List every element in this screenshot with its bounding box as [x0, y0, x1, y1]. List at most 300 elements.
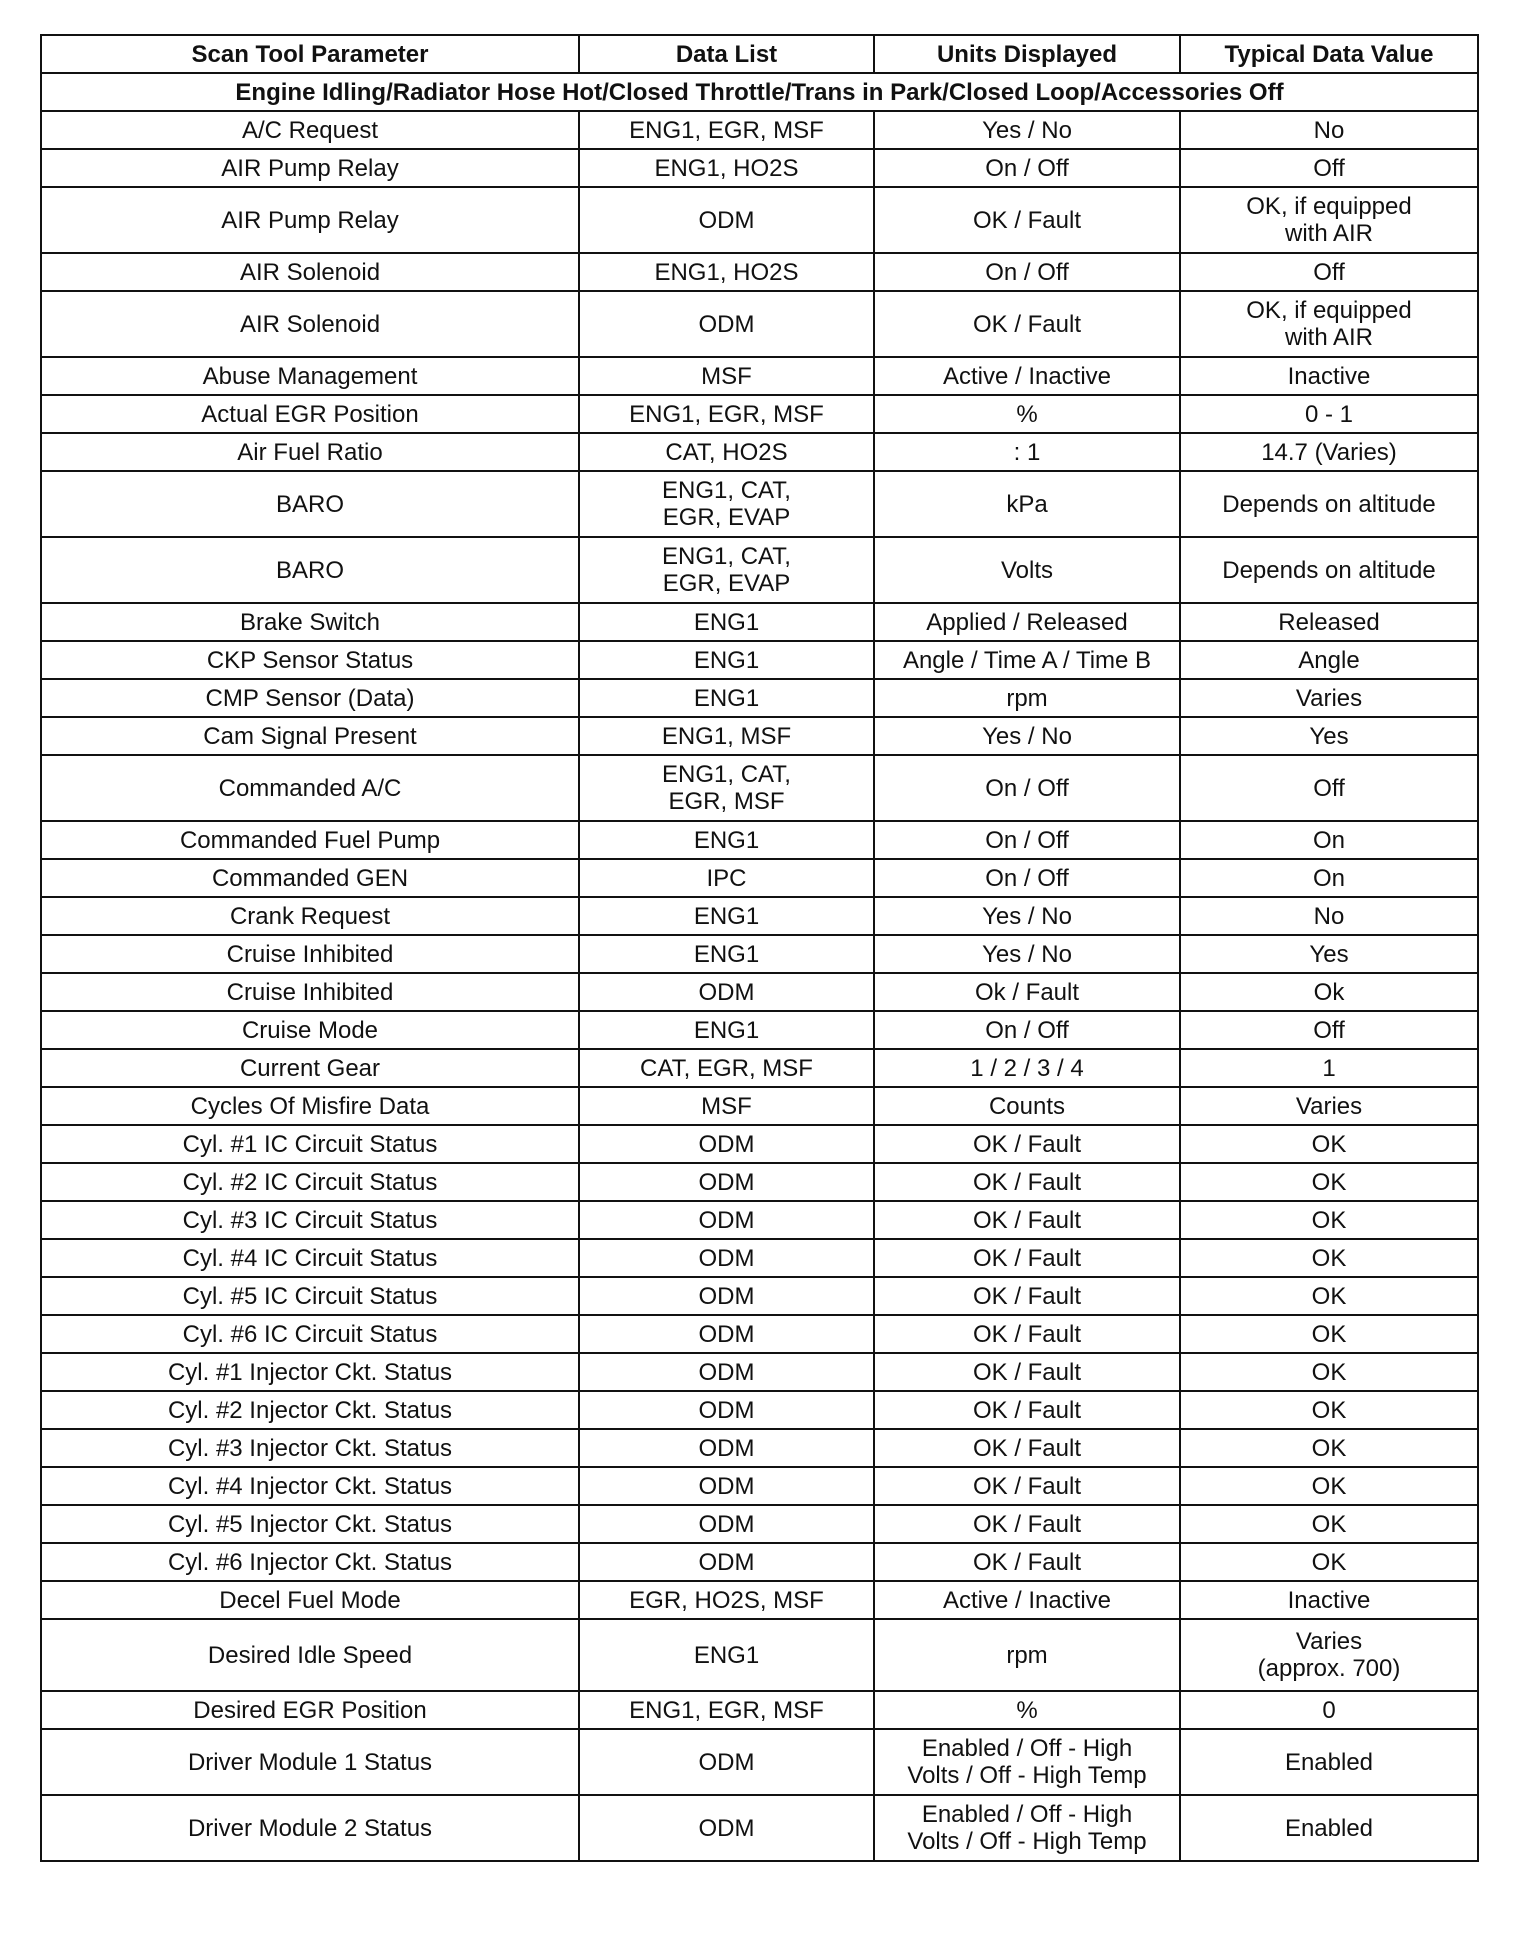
cell-data-list — [579, 1429, 874, 1467]
cell-data-list-line: ENG1, HO2S — [654, 258, 799, 286]
cell-parameter: Cyl. #6 IC Circuit Status — [41, 1315, 579, 1353]
cell-typical-value — [1180, 357, 1478, 395]
cell-data-list-line: ODM — [698, 1358, 755, 1386]
table-row — [41, 641, 1478, 679]
cell-typical-value-line: with AIR — [1284, 220, 1374, 247]
cell-parameter: Decel Fuel Mode — [41, 1581, 579, 1619]
cell-data-list-line: CAT, EGR, MSF — [640, 1054, 813, 1082]
cell-typical-value-line: with AIR — [1284, 324, 1374, 351]
cell-units — [874, 1125, 1180, 1163]
cell-typical-value — [1180, 1581, 1478, 1619]
cell-units-line: Yes / No — [982, 940, 1072, 968]
cell-typical-value — [1180, 641, 1478, 679]
table-row — [41, 1239, 1478, 1277]
table-row — [41, 253, 1478, 291]
cell-data-list — [579, 935, 874, 973]
cell-parameter: Cruise Inhibited — [41, 973, 579, 1011]
cell-typical-value — [1180, 471, 1478, 537]
cell-parameter: A/C Request — [41, 111, 579, 149]
cell-typical-value — [1180, 149, 1478, 187]
cell-data-list-line: ODM — [698, 1472, 755, 1500]
cell-units-line: On / Off — [985, 1016, 1069, 1044]
header-scan-tool-parameter: Scan Tool Parameter — [41, 35, 579, 73]
cell-typical-value — [1180, 1505, 1478, 1543]
cell-data-list — [579, 1691, 874, 1729]
cell-units-line: OK / Fault — [972, 1396, 1082, 1424]
cell-typical-value — [1180, 253, 1478, 291]
table-row — [41, 897, 1478, 935]
cell-data-list-line: ENG1 — [693, 940, 760, 968]
cell-parameter: Actual EGR Position — [41, 395, 579, 433]
cell-data-list-line: ODM — [698, 1814, 755, 1842]
cell-parameter: Desired EGR Position — [41, 1691, 579, 1729]
table-row — [41, 291, 1478, 357]
cell-data-list — [579, 897, 874, 935]
cell-parameter: Cyl. #2 Injector Ckt. Status — [41, 1391, 579, 1429]
cell-units — [874, 111, 1180, 149]
table-row — [41, 537, 1478, 603]
table-row — [41, 1277, 1478, 1315]
cell-units-line: Ok / Fault — [974, 978, 1080, 1006]
cell-typical-value — [1180, 1011, 1478, 1049]
cell-units-line: Volts / Off - High Temp — [907, 1828, 1147, 1855]
cell-typical-value-line: Varies — [1295, 684, 1363, 712]
table-row — [41, 679, 1478, 717]
cell-data-list — [579, 1087, 874, 1125]
cell-units-line: Active / Inactive — [942, 362, 1112, 390]
cell-data-list-line: ENG1 — [693, 646, 760, 674]
cell-units — [874, 1729, 1180, 1795]
cell-parameter: Cyl. #3 IC Circuit Status — [41, 1201, 579, 1239]
cell-units-line: OK / Fault — [972, 1130, 1082, 1158]
cell-typical-value-line: Depends on altitude — [1222, 490, 1436, 518]
cell-units-line: On / Off — [985, 826, 1069, 854]
cell-parameter: Commanded Fuel Pump — [41, 821, 579, 859]
cell-typical-value-line: OK, if equipped — [1246, 297, 1412, 324]
condition-row — [41, 73, 1478, 111]
table-row — [41, 1505, 1478, 1543]
cell-data-list-line: ODM — [698, 206, 755, 234]
cell-typical-value — [1180, 1691, 1478, 1729]
cell-data-list — [579, 291, 874, 357]
cell-typical-value — [1180, 973, 1478, 1011]
cell-typical-value-line: No — [1313, 116, 1345, 144]
table-row — [41, 821, 1478, 859]
table-row — [41, 1581, 1478, 1619]
cell-data-list — [579, 111, 874, 149]
table-row — [41, 1619, 1478, 1691]
cell-data-list-line: ENG1, EGR, MSF — [629, 400, 824, 428]
cell-typical-value — [1180, 679, 1478, 717]
cell-units — [874, 755, 1180, 821]
cell-data-list-line: ENG1 — [693, 902, 760, 930]
table-row — [41, 1729, 1478, 1795]
cell-units — [874, 717, 1180, 755]
cell-data-list — [579, 679, 874, 717]
cell-data-list — [579, 603, 874, 641]
cell-parameter: Commanded A/C — [41, 755, 579, 821]
cell-units — [874, 291, 1180, 357]
cell-data-list — [579, 253, 874, 291]
cell-data-list-line: ODM — [698, 310, 755, 338]
cell-units — [874, 1505, 1180, 1543]
cell-units — [874, 859, 1180, 897]
cell-typical-value — [1180, 755, 1478, 821]
cell-units-line: rpm — [1006, 1641, 1048, 1669]
cell-parameter: Desired Idle Speed — [41, 1619, 579, 1691]
cell-units-line: Angle / Time A / Time B — [902, 646, 1152, 674]
cell-units — [874, 641, 1180, 679]
cell-data-list-line: ENG1, EGR, MSF — [629, 116, 824, 144]
cell-typical-value — [1180, 859, 1478, 897]
cell-units — [874, 1391, 1180, 1429]
cell-data-list-line: EGR, EVAP — [662, 570, 791, 597]
cell-data-list-line: ODM — [698, 1130, 755, 1158]
cell-typical-value — [1180, 1619, 1478, 1691]
test-condition: Engine Idling/Radiator Hose Hot/Closed Throttle/Trans in Park/Closed Loop/Accessories Off — [41, 73, 1478, 111]
cell-typical-value-line: Yes — [1309, 722, 1349, 750]
cell-parameter: Cruise Inhibited — [41, 935, 579, 973]
cell-data-list-line: ENG1, CAT, — [662, 761, 791, 788]
cell-typical-value — [1180, 603, 1478, 641]
cell-units-line: OK / Fault — [972, 1434, 1082, 1462]
cell-data-list-line: ENG1 — [693, 826, 760, 854]
scan-tool-data-table — [40, 34, 1479, 1862]
cell-data-list-line: ODM — [698, 978, 755, 1006]
cell-parameter: AIR Pump Relay — [41, 149, 579, 187]
cell-units — [874, 1795, 1180, 1861]
cell-typical-value — [1180, 395, 1478, 433]
cell-data-list — [579, 717, 874, 755]
cell-typical-value — [1180, 1353, 1478, 1391]
cell-typical-value — [1180, 1049, 1478, 1087]
cell-data-list — [579, 1201, 874, 1239]
cell-units — [874, 253, 1180, 291]
cell-units-line: % — [1016, 1696, 1038, 1724]
cell-units — [874, 1049, 1180, 1087]
cell-data-list — [579, 821, 874, 859]
table-row — [41, 973, 1478, 1011]
cell-typical-value — [1180, 537, 1478, 603]
cell-units-line: Active / Inactive — [942, 1586, 1112, 1614]
cell-data-list-line: ENG1, MSF — [661, 722, 792, 750]
cell-parameter: Air Fuel Ratio — [41, 433, 579, 471]
cell-typical-value — [1180, 111, 1478, 149]
table-row — [41, 1315, 1478, 1353]
cell-typical-value-line: OK — [1311, 1130, 1347, 1158]
cell-typical-value-line: Inactive — [1287, 1586, 1371, 1614]
cell-units-line: Volts / Off - High Temp — [907, 1762, 1147, 1789]
cell-units — [874, 537, 1180, 603]
cell-units — [874, 357, 1180, 395]
cell-typical-value — [1180, 1795, 1478, 1861]
cell-units — [874, 1011, 1180, 1049]
cell-typical-value-line: OK — [1311, 1472, 1347, 1500]
cell-units — [874, 821, 1180, 859]
cell-parameter: Brake Switch — [41, 603, 579, 641]
cell-parameter: Commanded GEN — [41, 859, 579, 897]
cell-typical-value-line: OK — [1311, 1206, 1347, 1234]
cell-data-list-line: ENG1, EGR, MSF — [629, 1696, 824, 1724]
cell-typical-value-line: OK — [1311, 1168, 1347, 1196]
cell-typical-value-line: Depends on altitude — [1222, 556, 1436, 584]
cell-parameter: BARO — [41, 471, 579, 537]
cell-data-list-line: ENG1, CAT, — [662, 477, 791, 504]
cell-parameter: Cyl. #5 IC Circuit Status — [41, 1277, 579, 1315]
cell-typical-value-line: Varies — [1295, 1628, 1363, 1655]
header-data-list: Data List — [579, 35, 874, 73]
cell-typical-value-line: Varies — [1295, 1092, 1363, 1120]
cell-data-list — [579, 859, 874, 897]
header-typical-data-value: Typical Data Value — [1180, 35, 1478, 73]
cell-units-line: Enabled / Off - High — [921, 1735, 1133, 1762]
cell-typical-value — [1180, 1087, 1478, 1125]
cell-data-list-line: ODM — [698, 1434, 755, 1462]
table-row — [41, 1795, 1478, 1861]
cell-typical-value — [1180, 1467, 1478, 1505]
cell-typical-value-line: Enabled — [1284, 1748, 1374, 1776]
cell-typical-value-line: Ok — [1313, 978, 1345, 1006]
cell-data-list — [579, 433, 874, 471]
cell-units-line: Yes / No — [982, 902, 1072, 930]
cell-data-list-line: ENG1 — [693, 1641, 760, 1669]
cell-typical-value — [1180, 1163, 1478, 1201]
cell-parameter: AIR Solenoid — [41, 253, 579, 291]
table-row — [41, 471, 1478, 537]
cell-data-list-line: EGR, HO2S, MSF — [629, 1586, 824, 1614]
cell-typical-value-line: OK — [1311, 1244, 1347, 1272]
cell-units-line: kPa — [1006, 490, 1048, 518]
cell-typical-value-line: On — [1312, 864, 1345, 892]
cell-units-line: OK / Fault — [972, 1358, 1082, 1386]
table-row — [41, 357, 1478, 395]
cell-data-list-line: EGR, EVAP — [662, 504, 791, 531]
cell-data-list-line: EGR, MSF — [668, 788, 785, 815]
cell-data-list-line: ODM — [698, 1510, 755, 1538]
cell-data-list — [579, 1391, 874, 1429]
cell-typical-value-line: OK — [1311, 1434, 1347, 1462]
table-row — [41, 1011, 1478, 1049]
cell-data-list-line: CAT, HO2S — [665, 438, 788, 466]
cell-parameter: Crank Request — [41, 897, 579, 935]
cell-parameter: CKP Sensor Status — [41, 641, 579, 679]
cell-units-line: OK / Fault — [972, 1548, 1082, 1576]
cell-data-list-line: ODM — [698, 1748, 755, 1776]
cell-parameter: Driver Module 2 Status — [41, 1795, 579, 1861]
cell-typical-value-line: 0 - 1 — [1304, 400, 1354, 428]
cell-units — [874, 149, 1180, 187]
table-row — [41, 717, 1478, 755]
cell-units — [874, 679, 1180, 717]
cell-units-line: OK / Fault — [972, 1168, 1082, 1196]
cell-data-list — [579, 1505, 874, 1543]
cell-typical-value-line: OK — [1311, 1396, 1347, 1424]
cell-units-line: On / Off — [985, 258, 1069, 286]
table-row — [41, 935, 1478, 973]
cell-parameter: Abuse Management — [41, 357, 579, 395]
cell-data-list — [579, 1795, 874, 1861]
cell-data-list — [579, 973, 874, 1011]
cell-units — [874, 1543, 1180, 1581]
cell-units-line: OK / Fault — [972, 1472, 1082, 1500]
cell-data-list — [579, 1011, 874, 1049]
cell-typical-value — [1180, 821, 1478, 859]
table-row — [41, 1543, 1478, 1581]
cell-data-list — [579, 357, 874, 395]
cell-parameter: Cyl. #2 IC Circuit Status — [41, 1163, 579, 1201]
cell-units-line: 1 / 2 / 3 / 4 — [970, 1054, 1084, 1082]
cell-typical-value-line: Yes — [1309, 940, 1349, 968]
cell-data-list — [579, 1049, 874, 1087]
cell-data-list — [579, 187, 874, 253]
cell-units — [874, 433, 1180, 471]
cell-typical-value — [1180, 1429, 1478, 1467]
cell-units — [874, 973, 1180, 1011]
cell-units-line: On / Off — [985, 154, 1069, 182]
cell-units-line: Applied / Released — [926, 608, 1128, 636]
cell-units — [874, 187, 1180, 253]
cell-typical-value — [1180, 717, 1478, 755]
cell-typical-value — [1180, 291, 1478, 357]
cell-data-list-line: ENG1, CAT, — [662, 543, 791, 570]
cell-units — [874, 1315, 1180, 1353]
table-row — [41, 1691, 1478, 1729]
cell-typical-value — [1180, 1277, 1478, 1315]
cell-units — [874, 1277, 1180, 1315]
table-row — [41, 755, 1478, 821]
cell-parameter: Cyl. #3 Injector Ckt. Status — [41, 1429, 579, 1467]
table-row — [41, 1429, 1478, 1467]
cell-typical-value-line: Off — [1313, 154, 1345, 182]
cell-data-list-line: IPC — [706, 864, 747, 892]
cell-data-list — [579, 641, 874, 679]
cell-parameter: BARO — [41, 537, 579, 603]
cell-data-list — [579, 471, 874, 537]
cell-data-list-line: ODM — [698, 1396, 755, 1424]
cell-data-list — [579, 1277, 874, 1315]
cell-typical-value-line: 0 — [1322, 1696, 1336, 1724]
cell-typical-value-line: Inactive — [1287, 362, 1371, 390]
cell-typical-value — [1180, 1315, 1478, 1353]
cell-units-line: OK / Fault — [972, 1320, 1082, 1348]
cell-units-line: OK / Fault — [972, 310, 1082, 338]
cell-data-list-line: ODM — [698, 1548, 755, 1576]
cell-typical-value-line: OK — [1311, 1548, 1347, 1576]
cell-parameter: Current Gear — [41, 1049, 579, 1087]
table-row — [41, 187, 1478, 253]
table-body — [41, 111, 1478, 1861]
cell-units — [874, 1353, 1180, 1391]
cell-typical-value — [1180, 897, 1478, 935]
header-units-displayed: Units Displayed — [874, 35, 1180, 73]
cell-data-list-line: MSF — [701, 1092, 752, 1120]
cell-parameter: AIR Pump Relay — [41, 187, 579, 253]
cell-parameter: Cycles Of Misfire Data — [41, 1087, 579, 1125]
table-row — [41, 1201, 1478, 1239]
cell-data-list — [579, 1239, 874, 1277]
cell-data-list — [579, 1619, 874, 1691]
cell-typical-value-line: OK — [1311, 1320, 1347, 1348]
header-row — [41, 35, 1478, 73]
cell-typical-value — [1180, 187, 1478, 253]
cell-units — [874, 471, 1180, 537]
cell-units — [874, 935, 1180, 973]
cell-data-list-line: ENG1 — [693, 1016, 760, 1044]
cell-units-line: Volts — [1000, 556, 1054, 584]
cell-units — [874, 603, 1180, 641]
cell-data-list-line: ODM — [698, 1320, 755, 1348]
cell-data-list-line: ODM — [698, 1244, 755, 1272]
cell-units — [874, 1581, 1180, 1619]
table-row — [41, 1125, 1478, 1163]
cell-typical-value-line: (approx. 700) — [1257, 1655, 1401, 1682]
cell-data-list — [579, 1467, 874, 1505]
cell-typical-value-line: OK, if equipped — [1246, 193, 1412, 220]
cell-data-list — [579, 1581, 874, 1619]
cell-data-list-line: ODM — [698, 1168, 755, 1196]
cell-units-line: OK / Fault — [972, 206, 1082, 234]
cell-units — [874, 1619, 1180, 1691]
cell-data-list — [579, 1729, 874, 1795]
cell-data-list — [579, 537, 874, 603]
cell-parameter: Cyl. #5 Injector Ckt. Status — [41, 1505, 579, 1543]
table-row — [41, 1353, 1478, 1391]
cell-data-list-line: ENG1 — [693, 608, 760, 636]
cell-typical-value-line: OK — [1311, 1358, 1347, 1386]
cell-units-line: OK / Fault — [972, 1282, 1082, 1310]
cell-units — [874, 1429, 1180, 1467]
cell-typical-value — [1180, 1391, 1478, 1429]
cell-data-list-line: ENG1, HO2S — [654, 154, 799, 182]
cell-units-line: On / Off — [985, 774, 1069, 802]
cell-data-list-line: ODM — [698, 1282, 755, 1310]
cell-typical-value — [1180, 1239, 1478, 1277]
cell-data-list-line: MSF — [701, 362, 752, 390]
cell-typical-value-line: No — [1313, 902, 1345, 930]
cell-typical-value — [1180, 433, 1478, 471]
table-row — [41, 395, 1478, 433]
cell-units — [874, 395, 1180, 433]
cell-parameter: Cruise Mode — [41, 1011, 579, 1049]
cell-data-list-line: ENG1 — [693, 684, 760, 712]
cell-typical-value-line: 1 — [1322, 1054, 1336, 1082]
cell-units-line: Counts — [988, 1092, 1066, 1120]
cell-typical-value-line: OK — [1311, 1510, 1347, 1538]
cell-data-list — [579, 1353, 874, 1391]
cell-parameter: Cyl. #6 Injector Ckt. Status — [41, 1543, 579, 1581]
table-row — [41, 111, 1478, 149]
cell-data-list — [579, 149, 874, 187]
table-row — [41, 603, 1478, 641]
cell-units-line: OK / Fault — [972, 1206, 1082, 1234]
cell-units-line: OK / Fault — [972, 1244, 1082, 1272]
table-row — [41, 859, 1478, 897]
cell-units — [874, 897, 1180, 935]
cell-units-line: rpm — [1006, 684, 1048, 712]
cell-parameter: Driver Module 1 Status — [41, 1729, 579, 1795]
table-row — [41, 1163, 1478, 1201]
cell-data-list — [579, 1543, 874, 1581]
cell-units — [874, 1087, 1180, 1125]
cell-parameter: Cam Signal Present — [41, 717, 579, 755]
cell-typical-value-line: Enabled — [1284, 1814, 1374, 1842]
cell-typical-value — [1180, 1125, 1478, 1163]
cell-units — [874, 1201, 1180, 1239]
table-row — [41, 433, 1478, 471]
cell-units — [874, 1239, 1180, 1277]
cell-units — [874, 1163, 1180, 1201]
cell-typical-value — [1180, 935, 1478, 973]
